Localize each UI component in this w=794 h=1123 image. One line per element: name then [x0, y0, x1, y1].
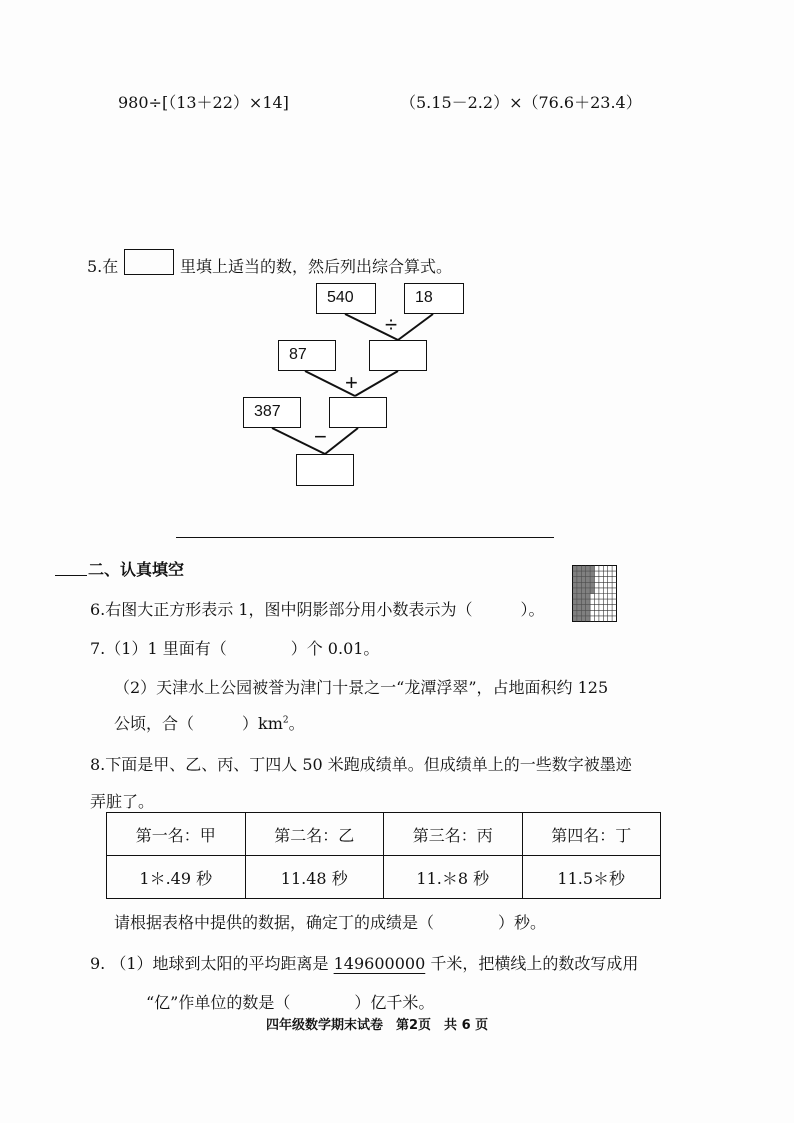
grid-square-figure	[572, 565, 617, 622]
divide-operator: ÷	[385, 312, 398, 337]
expression-a: 980÷[（13＋22）×14]	[118, 93, 289, 112]
q8-question: 请根据表格中提供的数据，确定丁的成绩是（ ）秒。	[114, 913, 547, 932]
q9-line2: “亿”作单位的数是（ ）亿千米。	[146, 993, 435, 1012]
answer-line[interactable]	[176, 537, 554, 538]
minus-operator: −	[314, 424, 327, 449]
tree-answer-box-2[interactable]	[329, 397, 387, 428]
table-cell: 1＊.49 秒	[107, 856, 246, 899]
tree-box-87: 87	[278, 340, 336, 371]
plus-operator: +	[345, 370, 358, 395]
q8-line1: 8.下面是甲、乙、丙、丁四人 50 米跑成绩单。但成绩单上的一些数字被墨迹	[90, 755, 632, 774]
q9-line1-b: 千米，把横线上的数改写成用	[425, 954, 639, 973]
table-header-cell: 第四名：丁	[522, 813, 661, 856]
q7-part2-text: 公顷，合（ ）km	[114, 714, 283, 733]
tree-result-box[interactable]	[296, 454, 354, 486]
table-row	[107, 813, 661, 856]
q9-line1-a: 9. （1）地球到太阳的平均距离是	[90, 954, 334, 973]
q6-text: 6.右图大正方形表示 1，图中阴影部分用小数表示为（ ）。	[90, 600, 545, 619]
distance-number: 149600000	[333, 954, 426, 973]
tree-answer-box-1[interactable]	[369, 340, 427, 371]
expression-b: （5.15－2.2）×（76.6＋23.4）	[400, 93, 642, 112]
section-title: 二、认真填空	[88, 560, 185, 579]
tree-box-18: 18	[404, 283, 464, 314]
table-cell: 11.48 秒	[245, 856, 384, 899]
q8-line2: 弄脏了。	[90, 792, 155, 811]
problem5-instruction: 里填上适当的数，然后列出综合算式。	[180, 257, 453, 276]
page-footer: 四年级数学期末试卷 第2页 共 6 页	[266, 1018, 489, 1033]
problem5-prefix: 5.在	[87, 257, 119, 276]
q9-line1	[90, 951, 638, 974]
score-blank-line	[55, 575, 87, 576]
table-header-cell: 第一名：甲	[107, 813, 246, 856]
table-header-cell: 第三名：丙	[384, 813, 523, 856]
table-header-cell: 第二名：乙	[245, 813, 384, 856]
q7-part2-line1: （2）天津水上公园被誉为津门十景之一“龙潭浮翠”，占地面积约 125	[114, 678, 609, 697]
tree-box-540: 540	[316, 283, 376, 314]
score-table	[106, 812, 661, 899]
squared-sup: 2	[282, 715, 289, 726]
table-cell: 11.5＊秒	[522, 856, 661, 899]
table-cell: 11.＊8 秒	[384, 856, 523, 899]
q7-part1: 7.（1）1 里面有（ ）个 0.01。	[90, 639, 380, 658]
tree-box-387: 387	[243, 397, 301, 428]
q7-part2-line2	[114, 711, 305, 734]
table-row	[107, 856, 661, 899]
q7-part2-end: 。	[288, 714, 305, 733]
